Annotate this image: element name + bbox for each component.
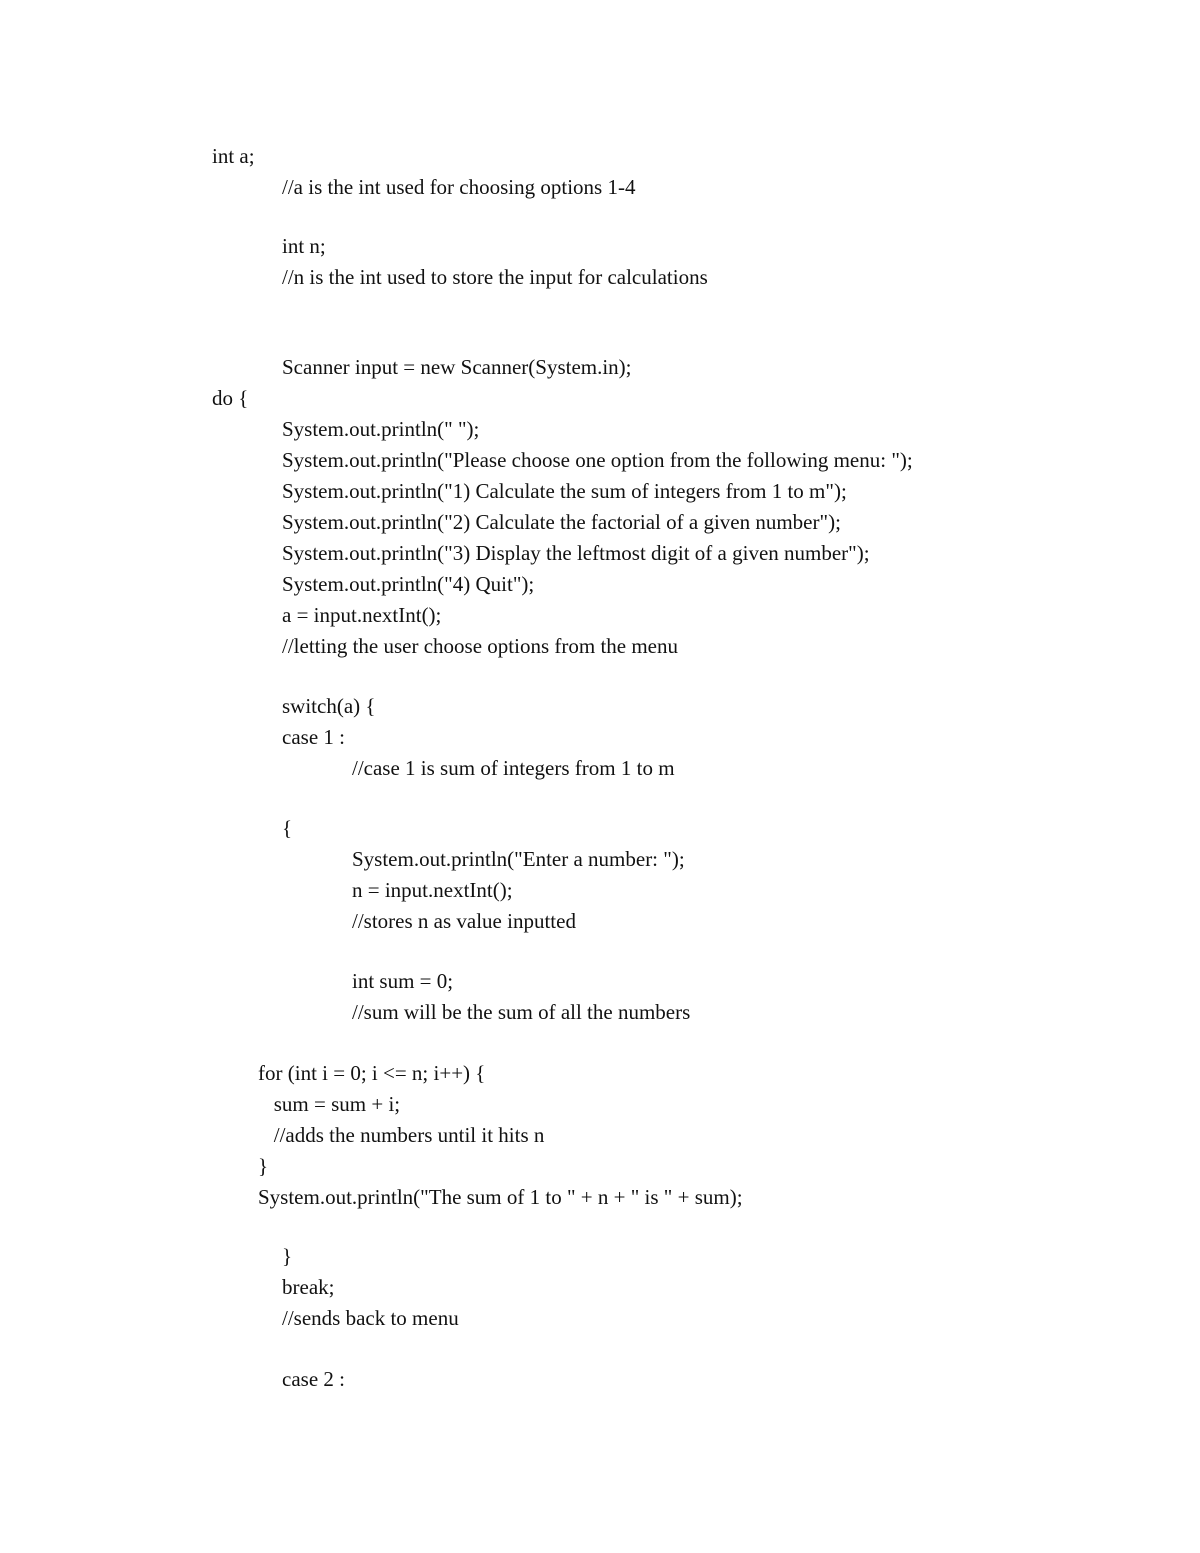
code-line: switch(a) { xyxy=(282,694,376,718)
code-line: System.out.println("1) Calculate the sum of integers from 1 to m"); xyxy=(282,479,847,503)
code-line: System.out.println("4) Quit"); xyxy=(282,572,535,596)
code-comment: //case 1 is sum of integers from 1 to m xyxy=(352,756,675,780)
code-line: case 1 : xyxy=(282,725,345,749)
code-line: n = input.nextInt(); xyxy=(352,878,513,902)
code-line: a = input.nextInt(); xyxy=(282,603,442,627)
code-line: System.out.println(" "); xyxy=(282,417,480,441)
code-line: int a; xyxy=(212,144,255,168)
code-line: } xyxy=(282,1244,293,1268)
code-line: Scanner input = new Scanner(System.in); xyxy=(282,355,632,379)
code-comment: //adds the numbers until it hits n xyxy=(258,1123,545,1147)
code-line: System.out.println("Please choose one option from the following menu: "); xyxy=(282,448,913,472)
code-line: System.out.println("3) Display the leftmost digit of a given number"); xyxy=(282,541,870,565)
code-line: System.out.println("Enter a number: "); xyxy=(352,847,685,871)
code-comment: //sum will be the sum of all the numbers xyxy=(352,1000,691,1024)
code-comment: //n is the int used to store the input for calculations xyxy=(282,265,708,289)
code-line: break; xyxy=(282,1275,335,1299)
code-line: System.out.println("The sum of 1 to " + n + " is " + sum); xyxy=(258,1185,743,1209)
code-comment: //sends back to menu xyxy=(282,1306,459,1330)
code-line: System.out.println("2) Calculate the factorial of a given number"); xyxy=(282,510,841,534)
code-comment: //letting the user choose options from the menu xyxy=(282,634,679,658)
code-comment: //a is the int used for choosing options 1-4 xyxy=(282,175,636,199)
code-line: { xyxy=(282,816,293,840)
code-line: } xyxy=(258,1154,269,1178)
code-comment: //stores n as value inputted xyxy=(352,909,576,933)
code-line: do { xyxy=(212,386,249,410)
code-line: for (int i = 0; i <= n; i++) { xyxy=(258,1061,486,1085)
code-line: int sum = 0; xyxy=(352,969,454,993)
code-line: case 2 : xyxy=(282,1367,345,1391)
code-line: int n; xyxy=(282,234,326,258)
code-line: sum = sum + i; xyxy=(258,1092,401,1116)
